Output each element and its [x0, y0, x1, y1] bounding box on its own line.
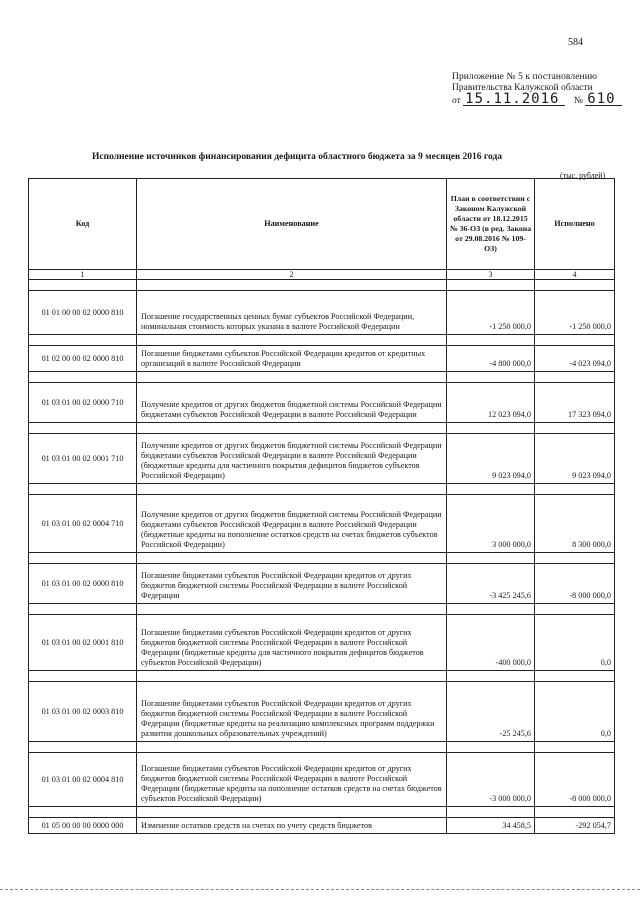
code-cell: 01 03 01 00 02 0000 710 — [29, 383, 137, 423]
row-spacer — [29, 604, 615, 615]
table-row — [29, 291, 615, 335]
plan-cell: -1 250 000,0 — [447, 291, 535, 335]
table-row — [29, 615, 615, 671]
table-row — [29, 346, 615, 372]
spacer-cell — [137, 807, 447, 818]
spacer-cell — [535, 484, 615, 495]
executed-cell: 0,0 — [535, 682, 615, 742]
executed-cell: -292 054,7 — [535, 818, 615, 834]
spacer-cell — [29, 280, 137, 291]
spacer-cell — [535, 280, 615, 291]
financing-sources-table — [28, 178, 615, 834]
spacer-cell — [137, 553, 447, 564]
column-number: 4 — [535, 270, 615, 280]
plan-cell: -25 245,6 — [447, 682, 535, 742]
name-cell: Погашение бюджетами субъектов Российской Федерации кредитов от других бюджетов бюджетной системы Российской Федерации в валюте Российской Федерации (бюджетные кредиты на пополнение остатков средств на счетах бюджетов субъектов Российской Федерации) — [137, 753, 447, 807]
name-cell: Погашение бюджетами субъектов Российской Федерации кредитов от других бюджетов бюджетной системы Российской Федерации в валюте Российской Федерации (бюджетные кредиты на реализацию комплексных программ поддержки развития дошкольных образовательных учреждений) — [137, 682, 447, 742]
code-cell: 01 03 01 00 02 0001 710 — [29, 434, 137, 484]
table-row — [29, 495, 615, 553]
spacer-cell — [137, 742, 447, 753]
spacer-cell — [29, 372, 137, 383]
spacer-cell — [447, 807, 535, 818]
header-code: Код — [29, 179, 137, 270]
number-sign: № — [573, 96, 583, 106]
column-number: 2 — [137, 270, 447, 280]
name-cell: Погашение бюджетами субъектов Российской Федерации кредитов от других бюджетов бюджетной системы Российской Федерации в валюте Российской Федерации — [137, 564, 447, 604]
spacer-cell — [29, 484, 137, 495]
plan-cell: 9 023 094,0 — [447, 434, 535, 484]
name-cell: Получение кредитов от других бюджетов бюджетной системы Российской Федерации бюджетами субъектов Российской Федерации в валюте Российской Федерации (бюджетные кредиты для частичного покрытия дефицитов бюджетов субъектов Российской Федерации) — [137, 434, 447, 484]
plan-cell: 12 023 094,0 — [447, 383, 535, 423]
appendix-line-2: Правительства Калужской области — [452, 83, 593, 93]
plan-cell: -400 000,0 — [447, 615, 535, 671]
spacer-cell — [447, 553, 535, 564]
code-cell: 01 03 01 00 02 0001 810 — [29, 615, 137, 671]
spacer-cell — [29, 671, 137, 682]
row-spacer — [29, 423, 615, 434]
spacer-cell — [535, 807, 615, 818]
table-row — [29, 383, 615, 423]
spacer-cell — [137, 372, 447, 383]
spacer-cell — [447, 484, 535, 495]
name-cell: Получение кредитов от других бюджетов бюджетной системы Российской Федерации бюджетами субъектов Российской Федерации в валюте Российской Федерации (бюджетные кредиты на пополнение остатков средств на счетах бюджетов субъектов Российской Федерации) — [137, 495, 447, 553]
row-spacer — [29, 280, 615, 291]
table-row — [29, 818, 615, 834]
spacer-cell — [447, 671, 535, 682]
code-cell: 01 02 00 00 02 0000 810 — [29, 346, 137, 372]
row-spacer — [29, 484, 615, 495]
executed-cell: 8 300 000,0 — [535, 495, 615, 553]
code-cell: 01 01 00 00 02 0000 810 — [29, 291, 137, 335]
executed-cell: -8 000 000,0 — [535, 564, 615, 604]
header-executed: Исполнено — [535, 179, 615, 270]
row-spacer — [29, 335, 615, 346]
spacer-cell — [447, 335, 535, 346]
executed-cell: 9 023 094,0 — [535, 434, 615, 484]
name-cell: Погашение бюджетами субъектов Российской Федерации кредитов от кредитных организаций в валюте Российской Федерации — [137, 346, 447, 372]
resolution-date: 15.11.2016 — [463, 94, 565, 106]
units-label: (тыс. рублей) — [560, 171, 606, 180]
resolution-number: 610 — [585, 94, 621, 106]
spacer-cell — [535, 335, 615, 346]
table-row — [29, 682, 615, 742]
plan-cell: 34 458,5 — [447, 818, 535, 834]
plan-cell: 3 000 000,0 — [447, 495, 535, 553]
spacer-cell — [29, 423, 137, 434]
row-spacer — [29, 372, 615, 383]
executed-cell: -8 000 000,0 — [535, 753, 615, 807]
executed-cell: 0,0 — [535, 615, 615, 671]
appendix-date-line — [452, 91, 622, 107]
executed-cell: 17 323 094,0 — [535, 383, 615, 423]
plan-cell: -3 000 000,0 — [447, 753, 535, 807]
spacer-cell — [29, 807, 137, 818]
header-plan: План в соответствии с Законом Калужской области от 18.12.2015 № 36-ОЗ (в ред. Закона от 29.08.2016 № 109-ОЗ) — [447, 179, 535, 270]
spacer-cell — [535, 423, 615, 434]
name-cell: Погашение государственных ценных бумаг субъектов Российской Федерации, номинальная стоимость которых указана в валюте Российской Федерации — [137, 291, 447, 335]
spacer-cell — [29, 553, 137, 564]
column-number: 3 — [447, 270, 535, 280]
name-cell: Получение кредитов от других бюджетов бюджетной системы Российской Федерации бюджетами субъектов Российской Федерации в валюте Российской Федерации — [137, 383, 447, 423]
spacer-cell — [447, 423, 535, 434]
name-cell: Изменение остатков средств на счетах по учету средств бюджетов — [137, 818, 447, 834]
code-cell: 01 03 01 00 02 0004 710 — [29, 495, 137, 553]
code-cell: 01 05 00 00 00 0000 000 — [29, 818, 137, 834]
table-row — [29, 434, 615, 484]
row-spacer — [29, 671, 615, 682]
executed-cell: -4 023 094,0 — [535, 346, 615, 372]
spacer-cell — [447, 742, 535, 753]
spacer-cell — [447, 372, 535, 383]
spacer-cell — [137, 335, 447, 346]
spacer-cell — [137, 280, 447, 291]
appendix-line-1: Приложение № 5 к постановлению — [452, 72, 598, 82]
code-cell: 01 03 01 00 02 0003 810 — [29, 682, 137, 742]
date-prefix: от — [452, 96, 461, 106]
spacer-cell — [29, 335, 137, 346]
spacer-cell — [137, 604, 447, 615]
spacer-cell — [535, 553, 615, 564]
table-row — [29, 753, 615, 807]
spacer-cell — [137, 671, 447, 682]
spacer-cell — [447, 604, 535, 615]
name-cell: Погашение бюджетами субъектов Российской Федерации кредитов от других бюджетов бюджетной системы Российской Федерации в валюте Российской Федерации (бюджетные кредиты для частичного покрытия дефицитов бюджетов субъектов Российской Федерации) — [137, 615, 447, 671]
row-spacer — [29, 553, 615, 564]
spacer-cell — [29, 742, 137, 753]
scan-edge-line — [0, 889, 640, 890]
row-spacer — [29, 807, 615, 818]
spacer-cell — [447, 280, 535, 291]
spacer-cell — [535, 671, 615, 682]
table-header-row — [29, 179, 615, 270]
spacer-cell — [535, 604, 615, 615]
code-cell: 01 03 01 00 02 0000 810 — [29, 564, 137, 604]
spacer-cell — [137, 484, 447, 495]
spacer-cell — [535, 742, 615, 753]
spacer-cell — [29, 604, 137, 615]
row-spacer — [29, 742, 615, 753]
spacer-cell — [137, 423, 447, 434]
table-row — [29, 564, 615, 604]
column-number: 1 — [29, 270, 137, 280]
column-number-row — [29, 270, 615, 280]
appendix-block — [452, 72, 622, 107]
spacer-cell — [535, 372, 615, 383]
plan-cell: -3 425 245,6 — [447, 564, 535, 604]
executed-cell: -1 250 000,0 — [535, 291, 615, 335]
code-cell: 01 03 01 00 02 0004 810 — [29, 753, 137, 807]
header-name: Наименование — [137, 179, 447, 270]
plan-cell: -4 800 000,0 — [447, 346, 535, 372]
page-number: 584 — [568, 37, 583, 48]
document-title: Исполнение источников финансирования дефицита областного бюджета за 9 месяцев 2016 года — [92, 152, 503, 162]
